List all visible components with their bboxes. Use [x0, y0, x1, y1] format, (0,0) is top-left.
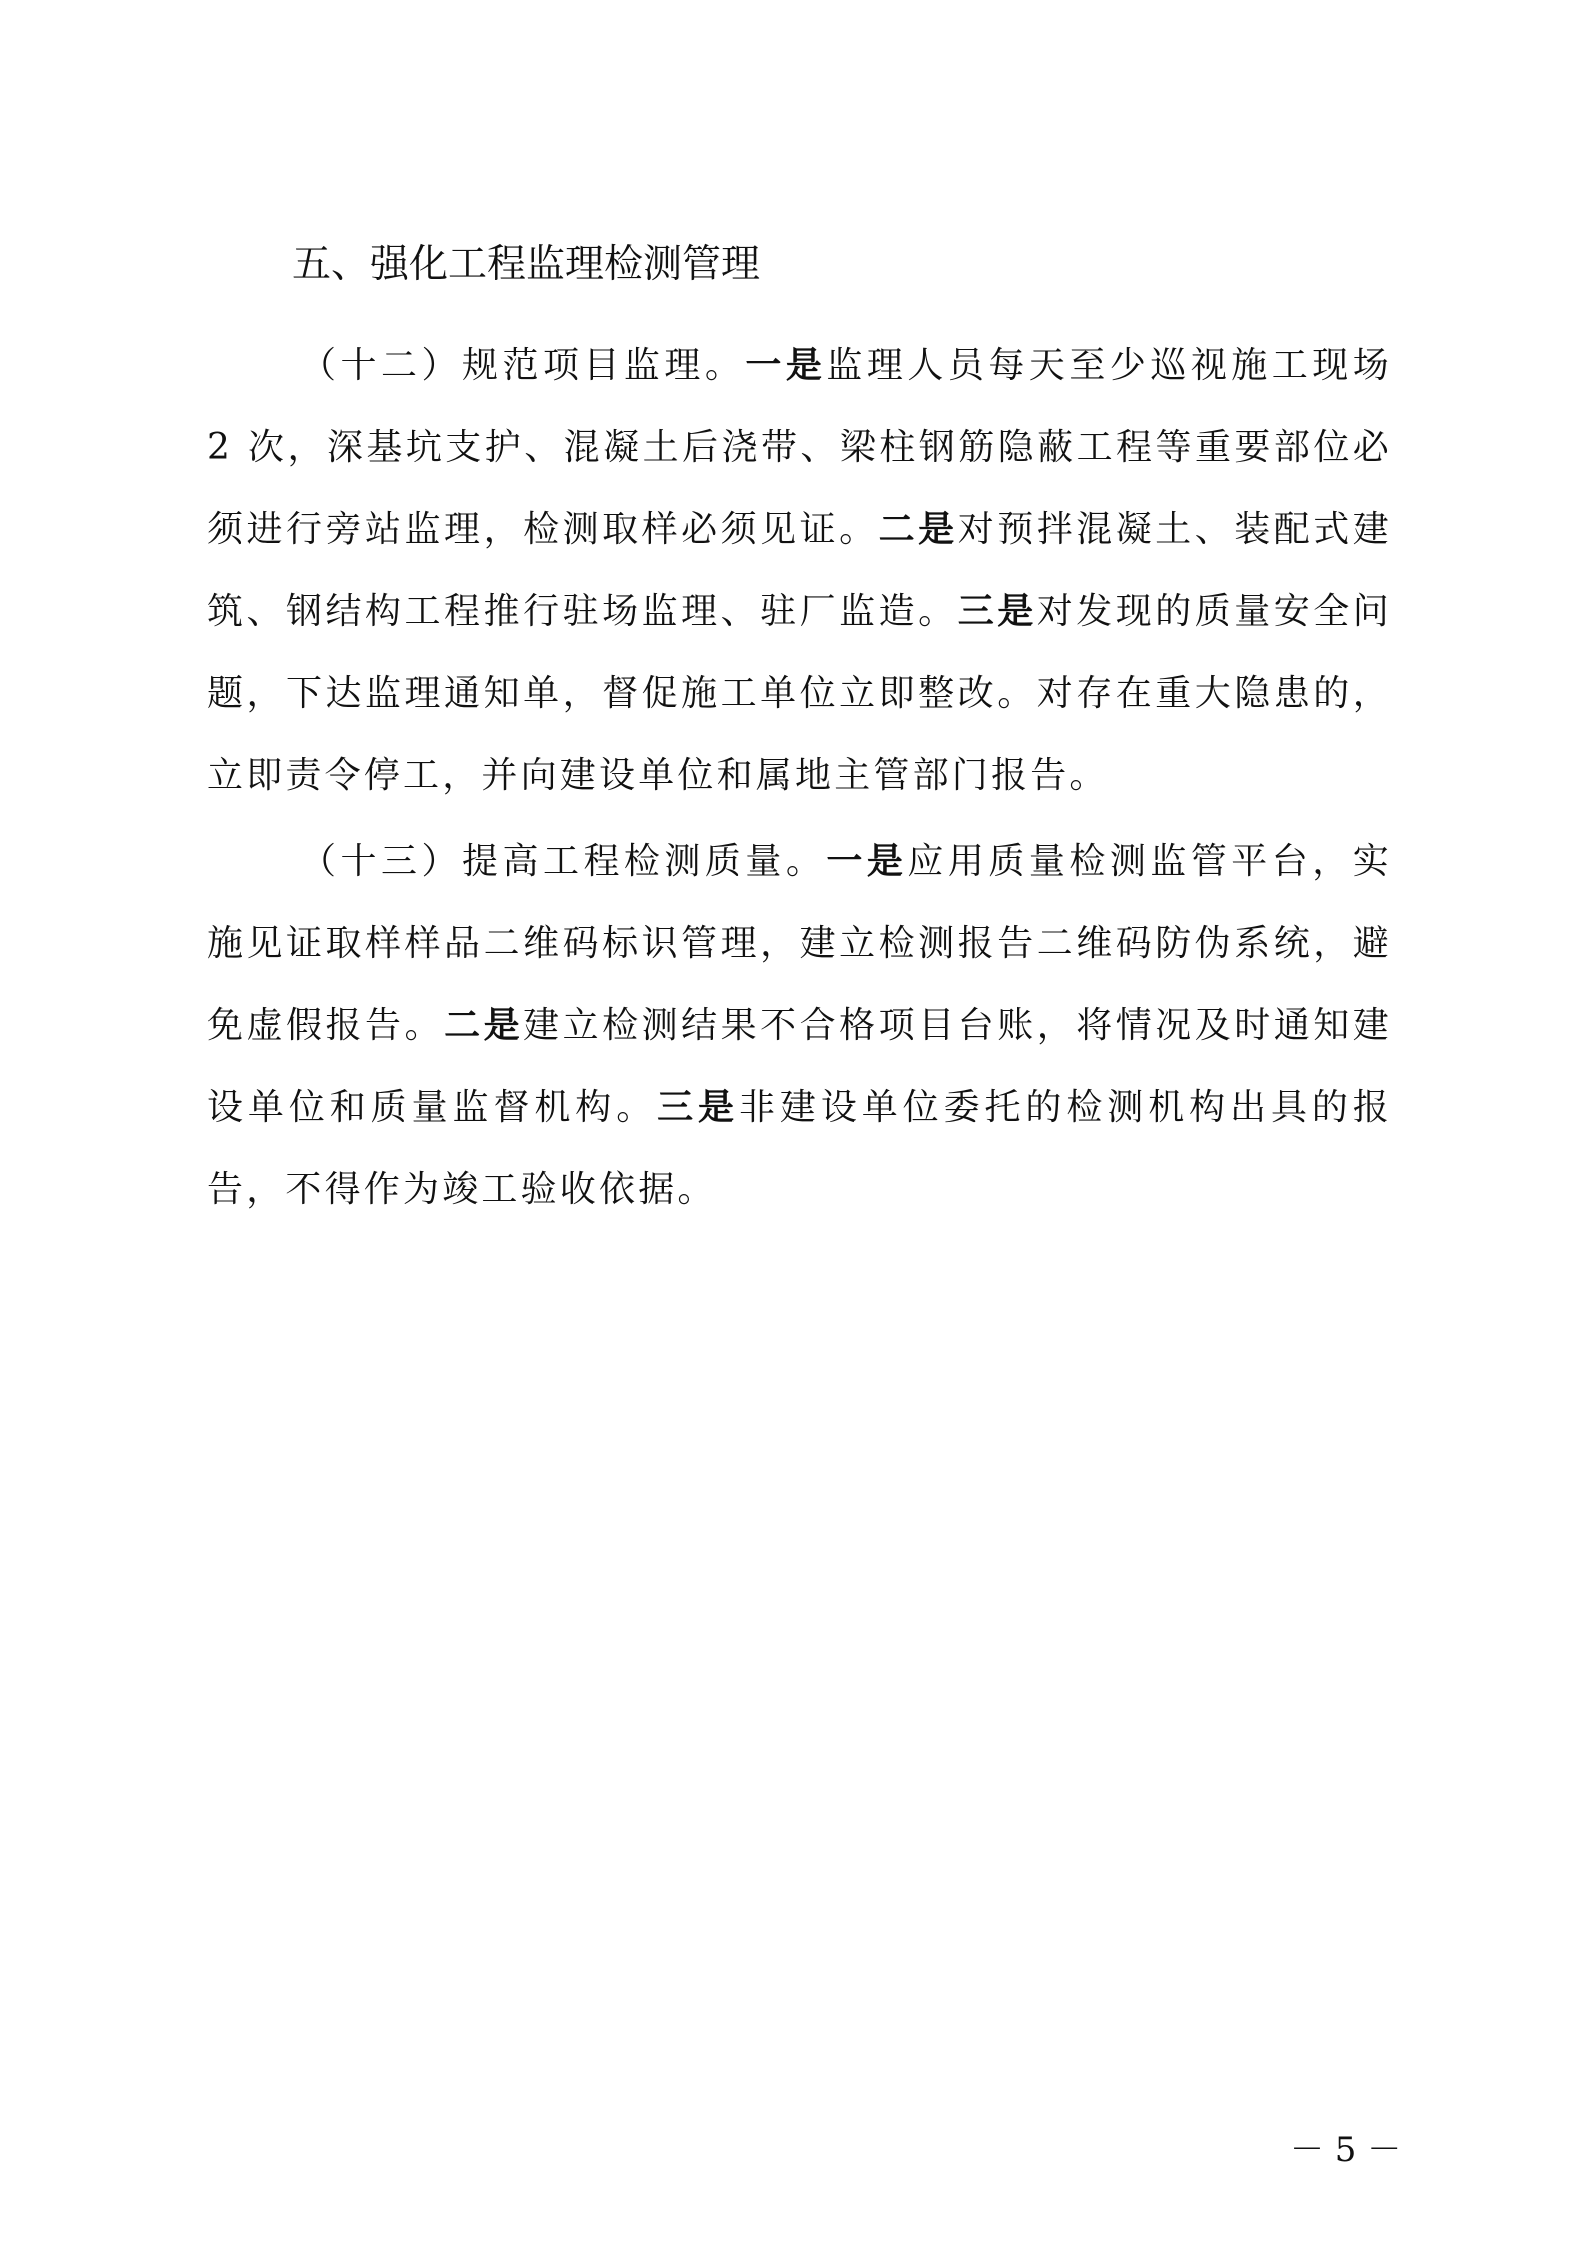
paragraph-12 — [207, 325, 1392, 817]
paragraph-12-marker-first: 一是 — [745, 345, 827, 386]
paragraph-13-marker-first: 一是 — [826, 841, 908, 882]
paragraph-13-item-first: 应用质量检测监管平台，实施见证取样样品二维码标识管理，建立检测报告二维码防伪系统，避免虚假报告。 — [207, 841, 1392, 1046]
paragraph-12-marker-third: 三是 — [957, 591, 1037, 632]
paragraph-13 — [207, 821, 1392, 1231]
paragraph-13-marker-second: 二是 — [444, 1005, 524, 1046]
paragraph-12-item-third: 对发现的质量安全问题，下达监理通知单，督促施工单位立即整改。对存在重大隐患的，立即责令停工，并向建设单位和属地主管部门报告。 — [207, 591, 1392, 796]
paragraph-12-title: （十二）规范项目监理。 — [300, 345, 746, 386]
paragraph-12-marker-second: 二是 — [878, 509, 958, 550]
paragraph-13-item-third: 非建设单位委托的检测机构出具的报告，不得作为竣工验收依据。 — [207, 1087, 1392, 1210]
paragraph-13-item-second: 建立检测结果不合格项目台账，将情况及时通知建设单位和质量监督机构。 — [207, 1005, 1392, 1128]
paragraph-12-item-second: 对预拌混凝土、装配式建筑、钢结构工程推行驻场监理、驻厂监造。 — [207, 509, 1393, 632]
paragraph-12-item-first: 监理人员每天至少巡视施工现场 2 次，深基坑支护、混凝土后浇带、梁柱钢筋隐蔽工程等重要部位必须进行旁站监理，检测取样必须见证。 — [207, 345, 1392, 550]
section-heading: 五、强化工程监理检测管理 — [292, 242, 761, 287]
paragraph-13-marker-third: 三是 — [657, 1087, 739, 1128]
page-number: － 5 － — [1290, 2130, 1402, 2170]
page-content — [207, 242, 1393, 1231]
paragraph-13-title: （十三）提高工程检测质量。 — [300, 841, 827, 882]
